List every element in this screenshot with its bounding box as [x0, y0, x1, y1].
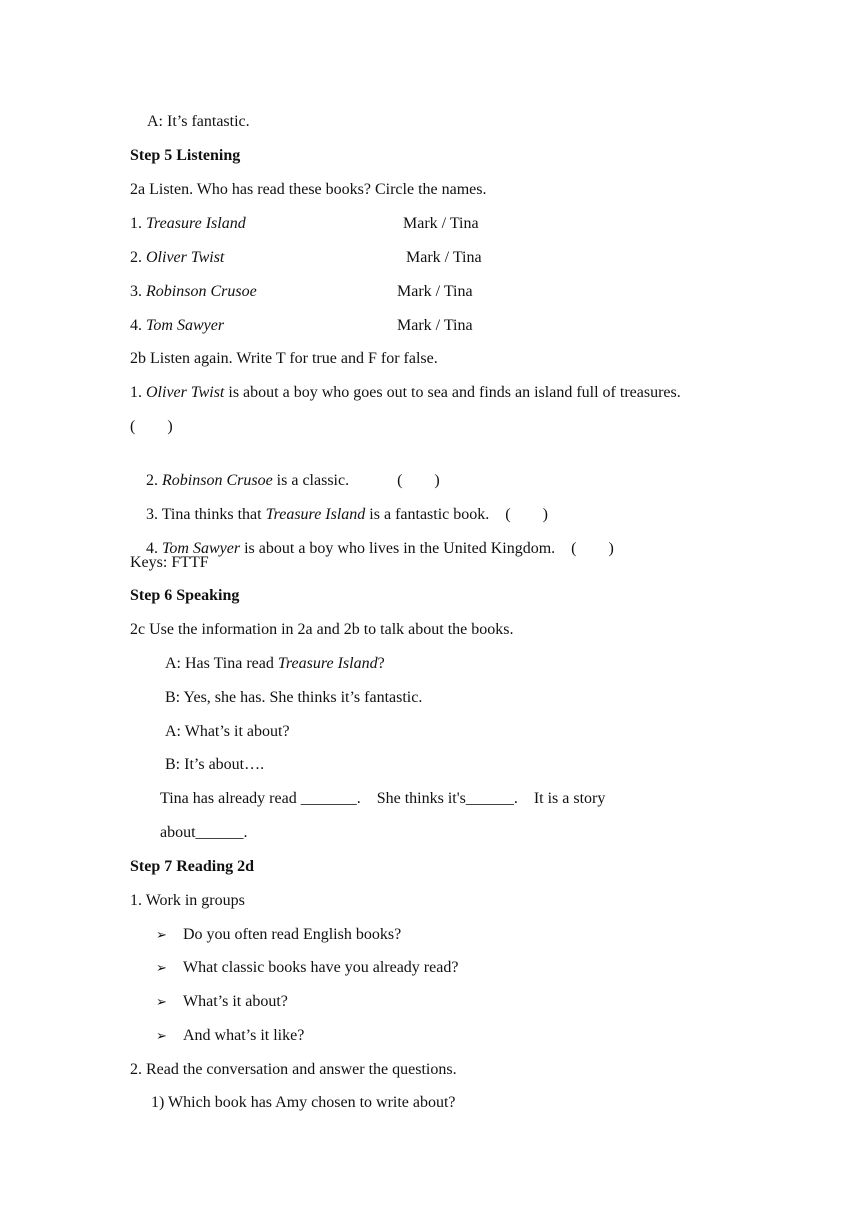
arrow-bullet-icon: ➢: [156, 1028, 167, 1043]
tf-statement-2: 2. Robinson Crusoe is a classic. ( ): [146, 472, 440, 489]
bullet-item-3: ➢ What’s it about?: [156, 993, 288, 1010]
book-title: Treasure Island: [146, 215, 246, 232]
question-1: 1) Which book has Amy chosen to write about?: [151, 1094, 456, 1111]
bullet-item-2: ➢ What classic books have you already read?: [156, 959, 459, 976]
step7-heading: Step 7 Reading 2d: [130, 858, 255, 875]
dialogue-line-4: B: It’s about….: [165, 756, 265, 773]
dialogue-line-2: B: Yes, she has. She thinks it’s fantastic.: [165, 689, 423, 706]
name-choice-3: Mark / Tina: [397, 283, 473, 300]
dialogue-line-1: A: Has Tina read Treasure Island?: [165, 655, 385, 672]
tf-statement-3: 3. Tina thinks that Treasure Island is a fantastic book. ( ): [146, 506, 548, 523]
summary-line-2: about______.: [160, 824, 248, 841]
step5-heading: Step 5 Listening: [130, 147, 241, 164]
name-choice-1: Mark / Tina: [403, 215, 479, 232]
task-2a-instruction: 2a Listen. Who has read these books? Circle the names.: [130, 181, 487, 198]
book-title: Robinson Crusoe: [146, 283, 257, 300]
book-item-1: 1. Treasure Island: [130, 215, 246, 232]
tf-statement-4: 4. Tom Sawyer is about a boy who lives in the United Kingdom. ( ): [146, 540, 614, 557]
name-choice-4: Mark / Tina: [397, 317, 473, 334]
summary-line-1: Tina has already read _______. She thinks it's______. It is a story: [160, 790, 606, 807]
task-2b-instruction: 2b Listen again. Write T for true and F for false.: [130, 350, 438, 367]
bullet-item-4: ➢ And what’s it like?: [156, 1027, 305, 1044]
tf-statement-1: 1. Oliver Twist is about a boy who goes out to sea and finds an island full of treasures.: [130, 384, 681, 401]
bullet-item-1: ➢ Do you often read English books?: [156, 926, 402, 943]
book-title: Oliver Twist: [146, 249, 225, 266]
arrow-bullet-icon: ➢: [156, 960, 167, 975]
task-2-read-conversation: 2. Read the conversation and answer the questions.: [130, 1061, 457, 1078]
name-choice-2: Mark / Tina: [406, 249, 482, 266]
book-item-3: 3. Robinson Crusoe: [130, 283, 257, 300]
book-item-2: 2. Oliver Twist: [130, 249, 225, 266]
arrow-bullet-icon: ➢: [156, 927, 167, 942]
opening-line: A: It’s fantastic.: [147, 113, 250, 130]
task-1-work-in-groups: 1. Work in groups: [130, 892, 245, 909]
arrow-bullet-icon: ➢: [156, 994, 167, 1009]
task-2c-instruction: 2c Use the information in 2a and 2b to talk about the books.: [130, 621, 514, 638]
book-title: Tom Sawyer: [146, 317, 225, 334]
step6-heading: Step 6 Speaking: [130, 587, 240, 604]
tf-answer-blank-1: ( ): [130, 418, 173, 435]
dialogue-line-3: A: What’s it about?: [165, 723, 290, 740]
answer-keys: Keys: FTTF: [130, 554, 209, 571]
book-item-4: 4. Tom Sawyer: [130, 317, 225, 334]
